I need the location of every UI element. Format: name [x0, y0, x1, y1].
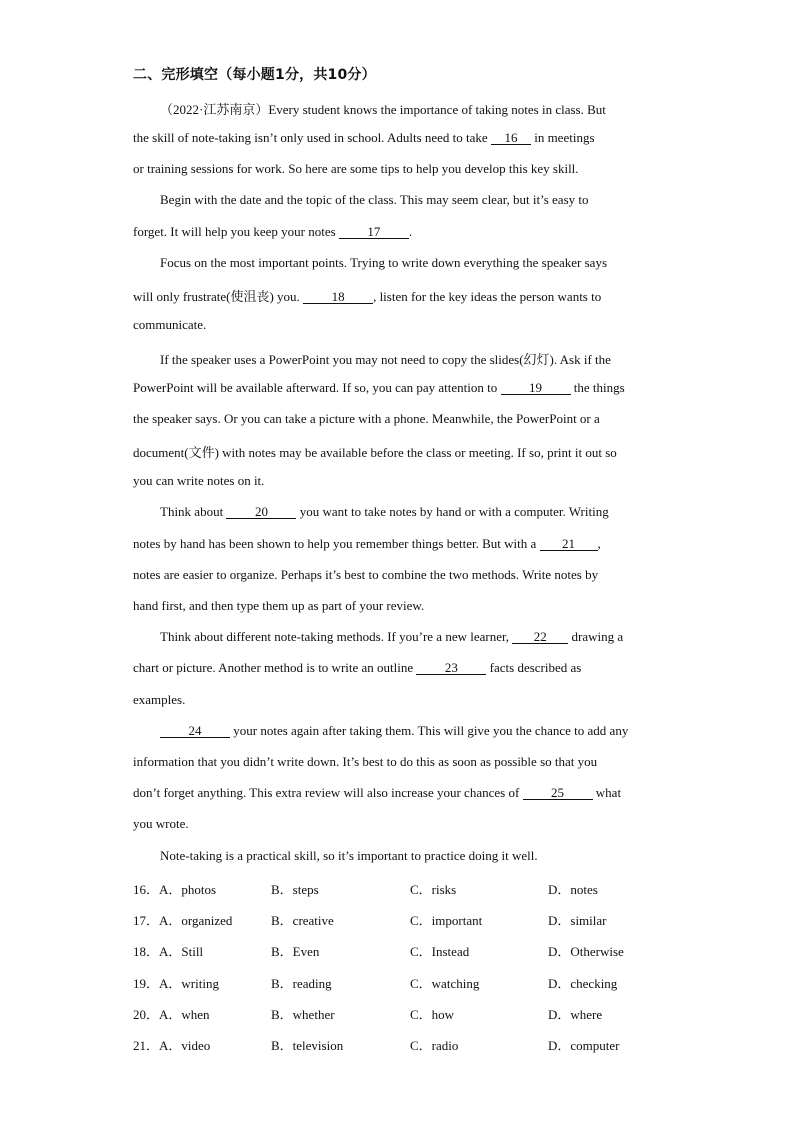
option-c: C．radio	[410, 1038, 459, 1053]
passage-line: you can write notes on it.	[133, 473, 265, 488]
passage-line: If the speaker uses a PowerPoint you may not need to copy the slides(幻灯). Ask if the	[160, 352, 611, 367]
option-c: C．how	[410, 1007, 455, 1022]
passage-line: chart or picture. Another method is to write an outline 23 facts described as	[133, 660, 582, 675]
question-19	[133, 973, 653, 991]
passage-line: notes are easier to organize. Perhaps it’s best to combine the two methods. Write notes by	[133, 567, 599, 582]
question-21	[133, 1035, 653, 1053]
passage-line: Focus on the most important points. Trying to write down everything the speaker says	[160, 255, 608, 270]
passage-line: the skill of note-taking isn’t only used in school. Adults need to take 16 in meetings	[133, 130, 595, 145]
option-a: 16．A．photos	[133, 882, 217, 897]
option-b: B．steps	[271, 882, 319, 897]
blank-20: 20	[226, 505, 296, 519]
blank-24: 24	[160, 724, 230, 738]
passage-line: the speaker says. Or you can take a picture with a phone. Meanwhile, the PowerPoint or a	[133, 411, 600, 426]
option-b: B．television	[271, 1038, 344, 1053]
passage-line: don’t forget anything. This extra review will also increase your chances of 25 what	[133, 785, 622, 800]
option-b: B．reading	[271, 976, 332, 991]
passage-line: will only frustrate(使沮丧) you. 18 , listen for the key ideas the person wants to	[133, 289, 602, 304]
passage-line: PowerPoint will be available afterward. If so, you can pay attention to 19 the things	[133, 380, 625, 395]
blank-19: 19	[501, 381, 571, 395]
option-c: C．watching	[410, 976, 480, 991]
option-a: 18．A．Still	[133, 944, 204, 959]
option-d: D．checking	[548, 976, 618, 991]
passage-line: document(文件) with notes may be available before the class or meeting. If so, print it out so	[133, 445, 617, 460]
question-20	[133, 1004, 653, 1022]
blank-22: 22	[512, 630, 568, 644]
passage-line: examples.	[133, 692, 186, 707]
option-c: C．important	[410, 913, 483, 928]
blank-16: 16	[491, 131, 531, 145]
option-b: B．whether	[271, 1007, 335, 1022]
option-a: 21．A．video	[133, 1038, 211, 1053]
passage-line: forget. It will help you keep your notes 17 .	[133, 224, 413, 239]
passage-line: notes by hand has been shown to help you remember things better. But with a 21 ,	[133, 536, 601, 551]
passage-line: or training sessions for work. So here are some tips to help you develop this key skill.	[133, 161, 579, 176]
passage-line: 24 your notes again after taking them. This will give you the chance to add any	[160, 723, 628, 739]
blank-17: 17	[339, 225, 409, 239]
option-a: 19．A．writing	[133, 976, 219, 991]
option-d: D．similar	[548, 913, 607, 928]
option-d: D．where	[548, 1007, 603, 1022]
option-c: C．risks	[410, 882, 457, 897]
passage-line: communicate.	[133, 317, 207, 332]
option-d: D．computer	[548, 1038, 620, 1053]
section-title: 二、完形填空（每小题1分，共10分）	[133, 67, 376, 83]
blank-23: 23	[416, 661, 486, 675]
question-18	[133, 941, 653, 959]
option-d: D．Otherwise	[548, 944, 624, 959]
passage-line: Begin with the date and the topic of the class. This may seem clear, but it’s easy to	[160, 192, 589, 207]
passage-line: Think about different note-taking methods. If you’re a new learner, 22 drawing a	[160, 629, 624, 644]
passage-line: （2022·江苏南京）Every student knows the importance of taking notes in class. But	[160, 102, 606, 117]
blank-21: 21	[540, 537, 598, 551]
passage-line: information that you didn’t write down. It’s best to do this as soon as possible so that you	[133, 754, 598, 769]
passage-line: hand first, and then type them up as part of your review.	[133, 598, 425, 613]
blank-18: 18	[303, 290, 373, 304]
passage-line: Think about 20 you want to take notes by hand or with a computer. Writing	[160, 504, 609, 519]
option-c: C．Instead	[410, 944, 470, 959]
option-b: B．Even	[271, 944, 320, 959]
blank-25: 25	[523, 786, 593, 800]
question-16	[133, 879, 653, 897]
option-a: 17．A．organized	[133, 913, 233, 928]
option-b: B．creative	[271, 913, 334, 928]
passage-line: Note-taking is a practical skill, so it’s important to practice doing it well.	[160, 848, 538, 863]
option-a: 20．A．when	[133, 1007, 210, 1022]
passage-line: you wrote.	[133, 816, 189, 831]
question-17	[133, 910, 653, 928]
option-d: D．notes	[548, 882, 598, 897]
